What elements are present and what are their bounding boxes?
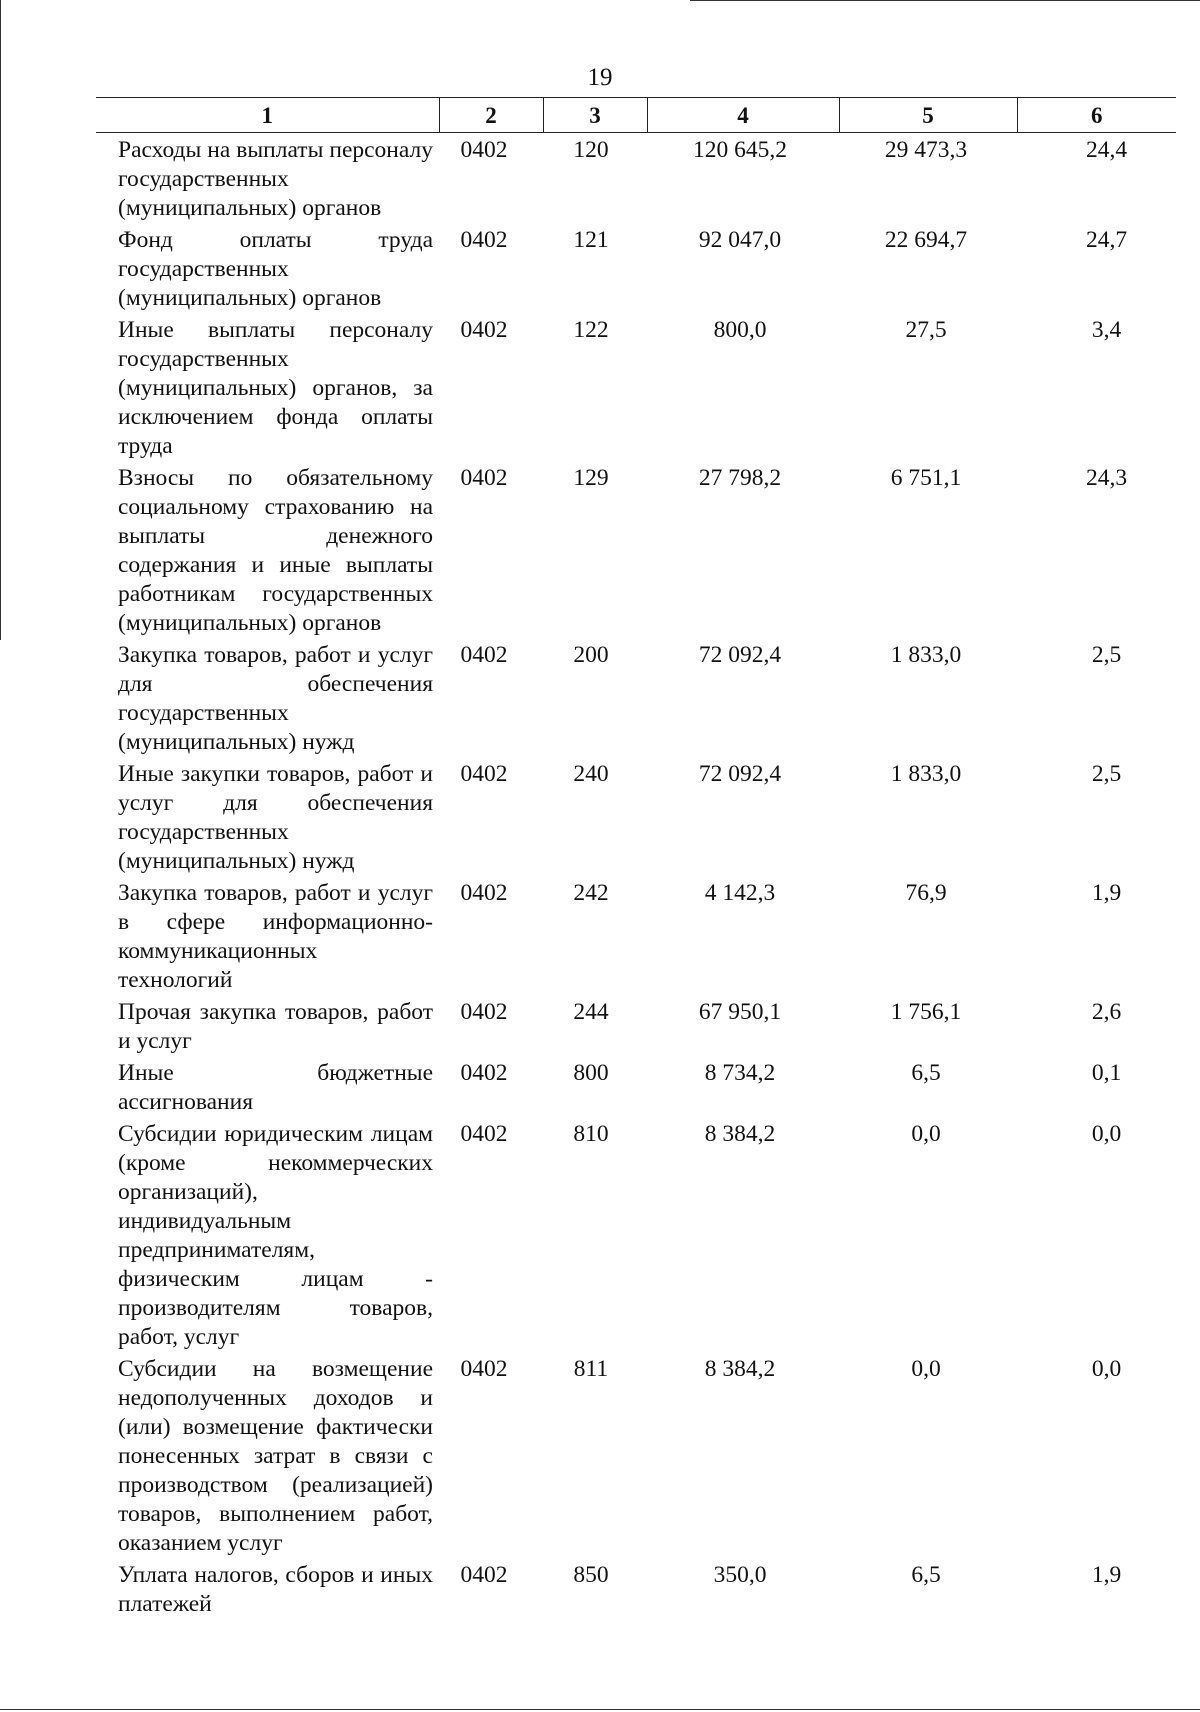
page-number: 19 (587, 64, 613, 91)
header-row (96, 98, 1176, 133)
row-expense-type: 242 (573, 880, 609, 906)
row-planned-amount: 27 798,2 (698, 465, 782, 491)
table-header (96, 98, 1176, 133)
row-name: Взносы по обязательному социальному страхованию на выплаты денежного содержания и иные выплаты работникам государственных (муниципальных) органов (118, 465, 433, 636)
row-name: Прочая закупка товаров, работ и услуг (118, 999, 433, 1054)
row-execution-percent: 1,9 (1091, 880, 1122, 906)
row-actual-amount: 0,0 (911, 1121, 941, 1147)
row-actual-amount: 27,5 (905, 317, 947, 343)
row-code: 0402 (460, 642, 508, 668)
row-actual-amount: 6 751,1 (890, 465, 962, 491)
row-execution-percent: 2,5 (1091, 642, 1122, 668)
row-actual-amount: 22 694,7 (884, 227, 968, 253)
row-name: Уплата налогов, сборов и иных платежей (118, 1562, 433, 1617)
row-code: 0402 (460, 227, 508, 253)
table-row (96, 1056, 1176, 1117)
row-code: 0402 (460, 1356, 508, 1382)
row-actual-amount: 1 756,1 (890, 999, 962, 1025)
row-actual-amount: 1 833,0 (890, 642, 962, 668)
left-scan-border (0, 0, 1, 640)
row-execution-percent: 0,0 (1091, 1121, 1122, 1147)
row-code: 0402 (460, 1562, 508, 1588)
row-planned-amount: 67 950,1 (698, 999, 782, 1025)
row-expense-type: 811 (573, 1356, 609, 1382)
row-code: 0402 (460, 465, 508, 491)
column-header-5: 5 (839, 98, 1017, 133)
row-code: 0402 (460, 137, 508, 163)
table-row (96, 638, 1176, 757)
table-row (96, 133, 1176, 224)
row-code: 0402 (460, 1121, 508, 1147)
column-header-2: 2 (439, 98, 543, 133)
row-actual-amount: 29 473,3 (884, 137, 968, 163)
table-row (96, 876, 1176, 995)
row-code: 0402 (460, 880, 508, 906)
row-planned-amount: 92 047,0 (698, 227, 782, 253)
row-expense-type: 810 (573, 1121, 609, 1147)
row-execution-percent: 0,0 (1091, 1356, 1122, 1382)
row-actual-amount: 0,0 (911, 1356, 941, 1382)
row-name: Иные выплаты персоналу государственных (муниципальных) органов, за исключением фонда оплаты труда (118, 317, 433, 459)
row-expense-type: 200 (573, 642, 609, 668)
row-name: Субсидии на возмещение недополученных доходов и (или) возмещение фактически понесенных затрат в связи с производством (реализацией) товаров, выполнением работ, оказанием услуг (118, 1356, 433, 1556)
row-planned-amount: 72 092,4 (698, 642, 782, 668)
column-header-4: 4 (647, 98, 839, 133)
column-header-1: 1 (96, 98, 439, 133)
row-execution-percent: 0,1 (1091, 1060, 1122, 1086)
row-code: 0402 (460, 1060, 508, 1086)
row-execution-percent: 1,9 (1091, 1562, 1122, 1588)
row-name: Иные бюджетные ассигнования (118, 1060, 433, 1115)
row-execution-percent: 24,3 (1085, 465, 1128, 491)
row-actual-amount: 6,5 (911, 1060, 941, 1086)
table-row (96, 223, 1176, 313)
bottom-scan-border (0, 1709, 1200, 1710)
row-planned-amount: 800,0 (713, 317, 767, 343)
row-expense-type: 800 (573, 1060, 609, 1086)
table-body (96, 133, 1176, 1620)
row-code: 0402 (460, 317, 508, 343)
table-row (96, 313, 1176, 461)
row-expense-type: 850 (573, 1562, 609, 1588)
row-expense-type: 122 (573, 317, 609, 343)
row-actual-amount: 1 833,0 (890, 761, 962, 787)
table-row (96, 1352, 1176, 1558)
row-expense-type: 120 (573, 137, 609, 163)
row-expense-type: 244 (573, 999, 609, 1025)
row-name: Фонд оплаты труда государственных (муниципальных) органов (118, 227, 433, 311)
row-planned-amount: 8 734,2 (704, 1060, 776, 1086)
top-scan-border (690, 0, 1200, 1)
row-code: 0402 (460, 999, 508, 1025)
budget-table (96, 97, 1176, 1619)
table-row (96, 1117, 1176, 1352)
row-expense-type: 121 (573, 227, 609, 253)
row-planned-amount: 120 645,2 (693, 137, 787, 163)
row-execution-percent: 24,4 (1085, 137, 1128, 163)
row-name: Закупка товаров, работ и услуг в сфере информационно-коммуникационных технологий (118, 880, 433, 993)
row-name: Субсидии юридическим лицам (кроме некоммерческих организаций), индивидуальным предпринимателям, физическим лицам - производителям товаров, работ, услуг (118, 1121, 433, 1350)
column-header-6: 6 (1017, 98, 1176, 133)
row-execution-percent: 3,4 (1091, 317, 1122, 343)
table-row (96, 995, 1176, 1056)
row-name: Иные закупки товаров, работ и услуг для обеспечения государственных (муниципальных) нужд (118, 761, 433, 874)
row-execution-percent: 24,7 (1085, 227, 1128, 253)
row-actual-amount: 76,9 (905, 880, 947, 906)
column-header-3: 3 (543, 98, 647, 133)
row-planned-amount: 4 142,3 (704, 880, 776, 906)
row-execution-percent: 2,6 (1091, 999, 1122, 1025)
row-planned-amount: 8 384,2 (704, 1356, 776, 1382)
row-name: Закупка товаров, работ и услуг для обеспечения государственных (муниципальных) нужд (118, 642, 433, 755)
table-row (96, 757, 1176, 876)
row-expense-type: 240 (573, 761, 609, 787)
table-row (96, 1558, 1176, 1619)
row-planned-amount: 350,0 (713, 1562, 767, 1588)
row-actual-amount: 6,5 (911, 1562, 941, 1588)
row-expense-type: 129 (573, 465, 609, 491)
row-code: 0402 (460, 761, 508, 787)
row-execution-percent: 2,5 (1091, 761, 1122, 787)
table-row (96, 461, 1176, 638)
row-planned-amount: 72 092,4 (698, 761, 782, 787)
row-planned-amount: 8 384,2 (704, 1121, 776, 1147)
row-name: Расходы на выплаты персоналу государственных (муниципальных) органов (118, 137, 433, 221)
